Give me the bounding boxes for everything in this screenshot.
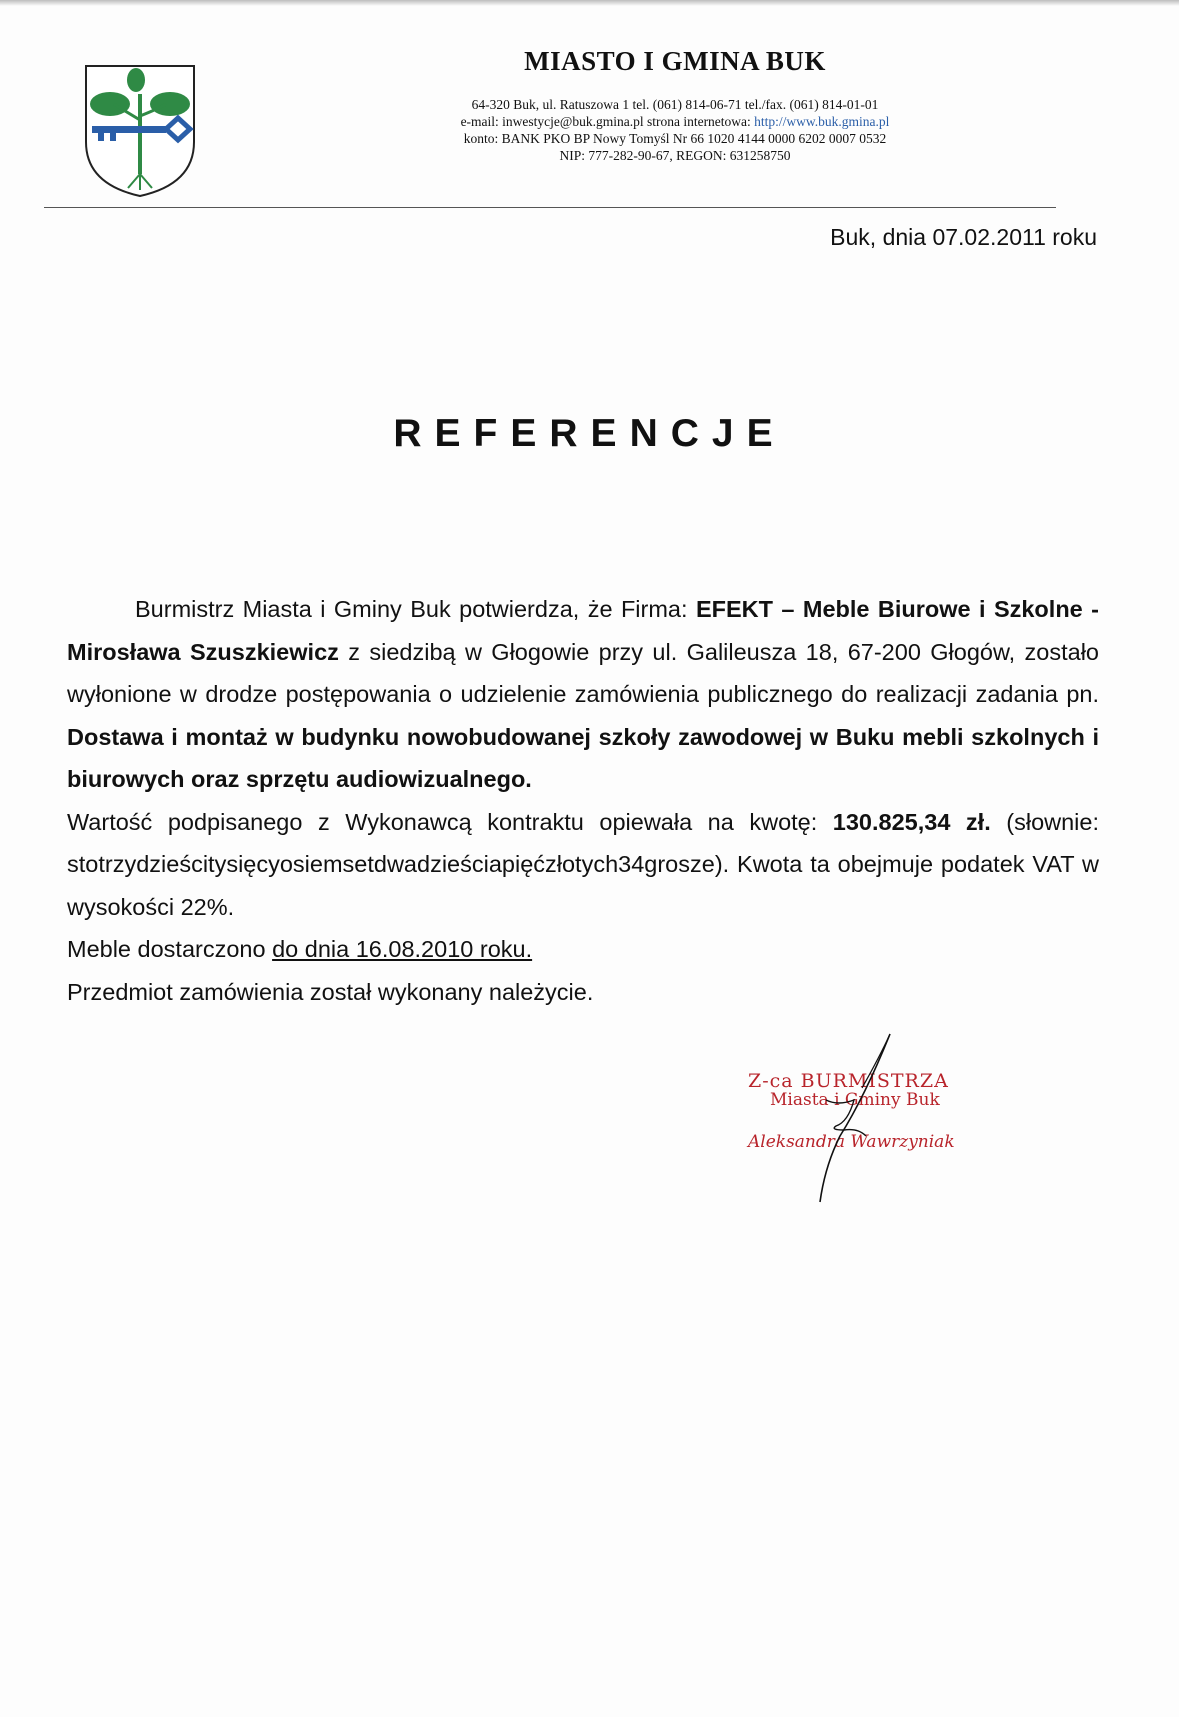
email-line [360, 113, 990, 130]
document-heading: REFERENCJE [393, 412, 786, 455]
bank-account-line: konto: BANK PKO BP Nowy Tomyśl Nr 66 1020 4144 0000 6202 0007 0532 [463, 131, 887, 146]
letter-body [67, 588, 1099, 1013]
p1-text-a: Burmistrz Miasta i Gminy Buk potwierdza, że Firma: [135, 596, 696, 622]
municipality-name: MIASTO I GMINA BUK [524, 46, 826, 76]
letter-date: Buk, dnia 07.02.2011 roku [830, 224, 1097, 250]
website-link[interactable]: http://www.buk.gmina.pl [754, 114, 890, 129]
stamp-office: Miasta i Gminy Buk [770, 1090, 940, 1110]
delivery-date: do dnia 16.08.2010 roku. [272, 936, 533, 962]
p1-text-c: z siedzibą w Głogowie przy ul. Galileusza 18, 67-200 Głogów, zostało wyłonione w drodze postępowania o udzielenie zamówienia publicznego do realizacji zadania pn. [67, 638, 1099, 707]
p2-text-a: Wartość podpisanego z Wykonawcą kontraktu opiewała na kwotę: [67, 808, 833, 835]
contract-amount: 130.825,34 zł. [832, 808, 991, 835]
email-text: e-mail: inwestycje@buk.gmina.pl strona internetowa: [460, 114, 755, 129]
scan-edge-shadow [0, 0, 1179, 6]
tax-ids-line: NIP: 777-282-90-67, REGON: 631258750 [559, 148, 791, 163]
stamp-title: Z-ca BURMISTRZA [748, 1070, 949, 1092]
header-divider [44, 207, 1056, 208]
letterhead-contact [360, 96, 990, 164]
paragraph-delivery [67, 928, 1099, 971]
handwritten-signature-icon [770, 1026, 940, 1206]
paragraph-main [67, 588, 1099, 801]
contract-title: Dostawa i montaż w budynku nowobudowanej szkoły zawodowej w Buku mebli szkolnych i biurowych oraz sprzętu audiowizualnego. [67, 723, 1099, 792]
paragraph-completion: Przedmiot zamówienia został wykonany należycie. [67, 978, 594, 1005]
company-name: EFEKT – Meble Biurowe i Szkolne - Mirosława Szuszkiewicz [67, 596, 1099, 665]
p3-text-a: Meble dostarczono [67, 936, 273, 962]
address-line: 64-320 Buk, ul. Ratuszowa 1 tel. (061) 814-06-71 tel./fax. (061) 814-01-01 [471, 97, 879, 112]
coat-of-arms-icon [84, 64, 196, 198]
p2-text-c: (słownie: stotrzydzieścitysięcyosiemsetdwadzieściapięćzłotych34grosze). Kwota ta obejmuje podatek VAT w wysokości 22%. [67, 808, 1099, 920]
paragraph-value [67, 801, 1099, 929]
stamp-person: Aleksandra Wawrzyniak [748, 1132, 955, 1152]
